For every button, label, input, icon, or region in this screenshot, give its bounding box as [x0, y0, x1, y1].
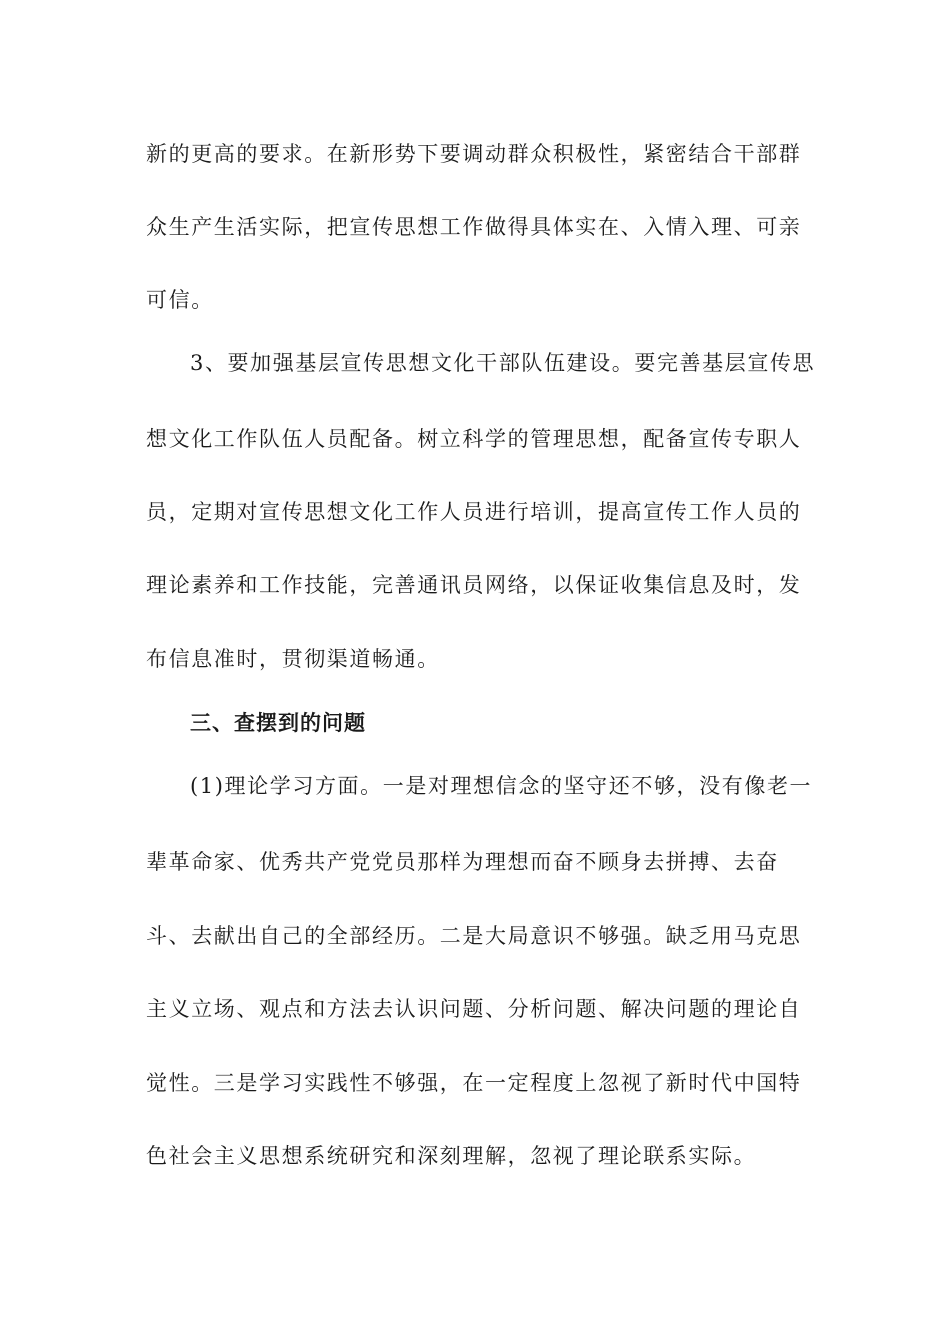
text-line: 斗、去献出自己的全部经历。二是大局意识不够强。缺乏用马克思: [146, 924, 802, 948]
text-line: 理论素养和工作技能，完善通讯员网络，以保证收集信息及时，发: [146, 573, 802, 597]
paragraph-3-start: 3、要加强基层宣传思想文化干部队伍建设。要完善基层宣传思: [190, 351, 816, 375]
text-line: 辈革命家、优秀共产党党员那样为理想而奋不顾身去拼搏、去奋: [146, 850, 779, 874]
text-line: 新的更高的要求。在新形势下要调动群众积极性，紧密结合干部群: [146, 142, 802, 166]
text-line: 色社会主义思想系统研究和深刻理解，忽视了理论联系实际。: [146, 1144, 757, 1168]
text-line: 主义立场、观点和方法去认识问题、分析问题、解决问题的理论自: [146, 997, 802, 1021]
text-line: 可信。: [146, 288, 214, 312]
text-line: 觉性。三是学习实践性不够强，在一定程度上忽视了新时代中国特: [146, 1071, 802, 1095]
paragraph-1-start: (1)理论学习方面。一是对理想信念的坚守还不够，没有像老一: [190, 774, 813, 798]
text-line: 布信息准时，贯彻渠道畅通。: [146, 647, 440, 671]
text-line: 众生产生活实际，把宣传思想工作做得具体实在、入情入理、可亲: [146, 215, 802, 239]
section-heading: 三、查摆到的问题: [190, 710, 366, 735]
text-line: 员，定期对宣传思想文化工作人员进行培训，提高宣传工作人员的: [146, 500, 802, 524]
text-line: 想文化工作队伍人员配备。树立科学的管理思想，配备宣传专职人: [146, 427, 802, 451]
